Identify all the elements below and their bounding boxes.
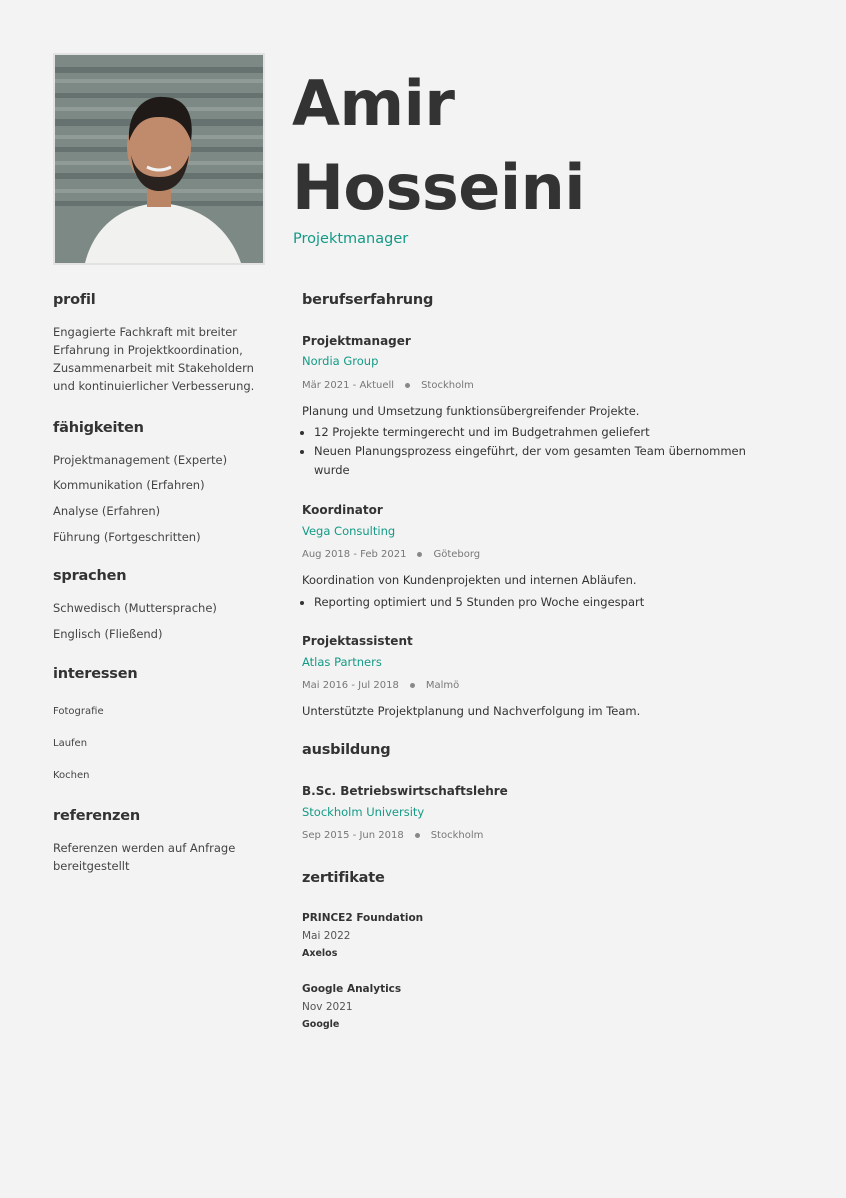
job-achievements — [302, 423, 784, 480]
experience-heading: berufserfahrung — [302, 292, 434, 308]
education-degree: B.Sc. Betriebswirtschaftslehre — [302, 784, 508, 798]
certificate-issuer: Axelos — [302, 948, 338, 959]
interest-item: Laufen — [53, 738, 88, 749]
job-period: Aug 2018 - Feb 2021 — [302, 549, 407, 560]
skill-item: Projektmanagement (Experte) — [53, 453, 228, 467]
education-heading: ausbildung — [302, 742, 391, 758]
profile-line: Zusammenarbeit mit Stakeholdern — [53, 361, 254, 375]
separator-dot — [417, 552, 422, 557]
job-title: Projektmanager — [293, 231, 409, 247]
job-location: Göteborg — [433, 549, 481, 560]
skill-item: Kommunikation (Erfahren) — [53, 478, 205, 492]
separator-dot — [415, 833, 420, 838]
job-position: Projektassistent — [302, 634, 413, 648]
job-location: Malmö — [425, 680, 460, 691]
references-heading: referenzen — [53, 808, 141, 824]
certificate-date: Nov 2021 — [302, 1001, 353, 1013]
job-position: Projektmanager — [302, 334, 411, 348]
education-period: Sep 2015 - Jun 2018 — [302, 830, 404, 841]
education-school: Stockholm University — [302, 805, 425, 819]
job-period: Mai 2016 - Jul 2018 — [302, 680, 399, 691]
job-meta — [302, 680, 459, 691]
language-item: Schwedisch (Muttersprache) — [53, 601, 217, 615]
skill-item: Analyse (Erfahren) — [53, 504, 161, 518]
certificate-issuer: Google — [302, 1019, 340, 1030]
certificate-date: Mai 2022 — [302, 930, 351, 942]
job-company: Nordia Group — [302, 354, 379, 368]
skill-item: Führung (Fortgeschritten) — [53, 530, 201, 544]
job-location: Stockholm — [421, 380, 474, 391]
job-description: Planung und Umsetzung funktionsübergreifender Projekte. — [302, 404, 640, 418]
skills-heading: fähigkeiten — [53, 420, 144, 436]
job-company: Atlas Partners — [302, 655, 382, 669]
achievement-item: • 12 Projekte termingerecht und im Budgetrahmen geliefert — [314, 423, 784, 442]
language-item: Englisch (Fließend) — [53, 627, 163, 641]
interests-heading: interessen — [53, 666, 138, 682]
achievement-item: • Neuen Planungsprozess eingeführt, der vom gesamten Team übernommen wurde — [314, 442, 784, 480]
interest-item: Fotografie — [53, 706, 104, 717]
references-line: bereitgestellt — [53, 859, 130, 873]
achievement-item: • Reporting optimiert und 5 Stunden pro Woche eingespart — [314, 593, 784, 612]
job-description: Unterstützte Projektplanung und Nachverfolgung im Team. — [302, 704, 641, 718]
profile-photo — [53, 53, 265, 265]
interest-item: Kochen — [53, 770, 90, 781]
last-name: Hosseini — [292, 151, 585, 224]
job-period: Mär 2021 - Aktuell — [302, 380, 395, 391]
person-name — [292, 62, 585, 230]
job-company: Vega Consulting — [302, 524, 396, 538]
job-meta — [302, 380, 474, 391]
references-line: Referenzen werden auf Anfrage — [53, 841, 236, 855]
profile-heading: profil — [53, 292, 96, 308]
profile-line: Erfahrung in Projektkoordination, — [53, 343, 243, 357]
job-description: Koordination von Kundenprojekten und internen Abläufen. — [302, 573, 637, 587]
education-meta — [302, 830, 483, 841]
job-meta — [302, 549, 480, 560]
job-position: Koordinator — [302, 503, 383, 517]
separator-dot — [405, 383, 410, 388]
languages-heading: sprachen — [53, 568, 127, 584]
certificate-name: Google Analytics — [302, 983, 402, 995]
certificate-name: PRINCE2 Foundation — [302, 912, 424, 924]
separator-dot — [410, 683, 415, 688]
profile-line: und kontinuierlicher Verbesserung. — [53, 379, 255, 393]
education-location: Stockholm — [430, 830, 484, 841]
job-achievements — [302, 593, 784, 612]
first-name: Amir — [292, 67, 455, 140]
certificates-heading: zertifikate — [302, 870, 385, 886]
profile-line: Engagierte Fachkraft mit breiter — [53, 325, 238, 339]
